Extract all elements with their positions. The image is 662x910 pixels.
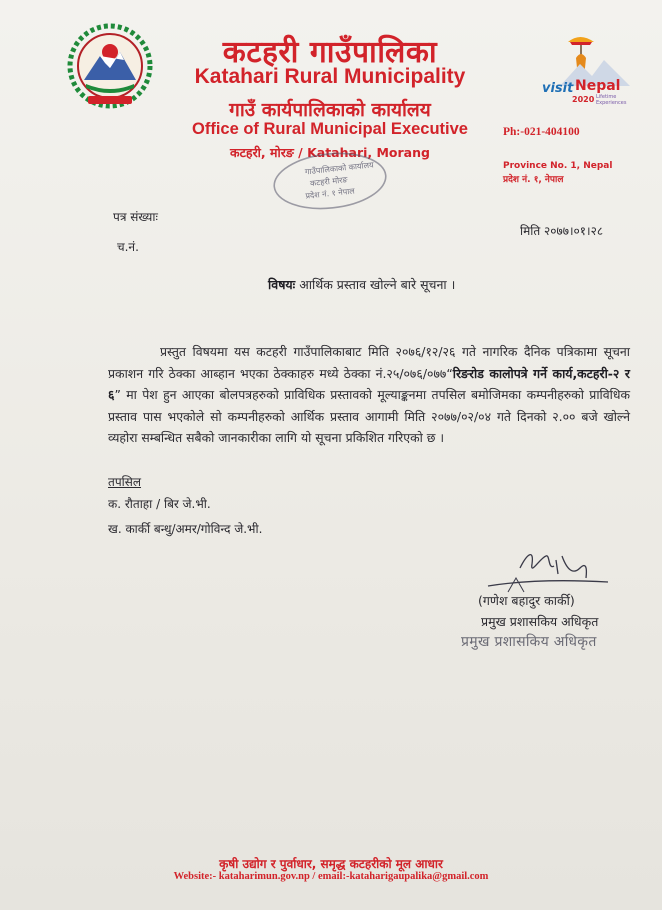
body-project-name: रिङरोड कालोपत्रे गर्ने कार्य,कटहरी-२ र ६ [108,365,630,402]
tapsil-heading: तपसिल [108,475,142,489]
stamp-line-3: प्रदेश नं. १ नेपाल [304,186,356,201]
municipality-address: कटहरी, मोरङ / Katahari, Morang [230,145,430,160]
year-word: 2020 [572,95,595,104]
tagline-lifetime: Lifetime [596,94,617,100]
letter-date: मिति २०७७।०१।२८ [520,224,604,238]
province-np: प्रदेश नं. १, नेपाल [503,175,564,185]
visit-word: visit [542,81,574,96]
tagline-experiences: Experiences [596,100,627,106]
body-part-2: ” मा पेश हुन आएका बोलपत्रहरुको प्राविधिक प्रस्तावको मूल्याङ्कनमा तपसिल बमोजिमका कम्पनीहरुको प्राविधिक प्रस्ताव पास भएकोले सो कम्पनीहरुको आर्थिक प्रस्ताव आगामी मिति २०७७/०२/०४ गते दिनको २.०० बजे खोल्ने व्यहोरा सम्बन्धित सबैको जानकारीका लागि यो सूचना प्रकिशित गरिएको छ । [108,387,630,445]
footer-contact: Website:- katah​arimun.gov.np / email:-katah​arigaupalika@gmail.com [173,871,489,882]
office-name-np: गाउँ कार्यपालिकाको कार्यालय [229,99,431,121]
subject-label: विषयः [268,277,296,292]
list-item: क. रौताहा / बिर जे.भी. [108,497,211,511]
visit-nepal-2020-logo [540,28,640,110]
letter-body [108,341,630,449]
body-part-1: प्रस्तुत विषयमा यस कटहरी गाउँपालिकाबाट मिति २०७६/१२/२६ गते नागरिक दैनिक पत्रिकामा सूचना प्रकाशन गरि ठेक्का आब्हान भएका ठेक्काहरु मध्ये ठेक्का नं.२५/०७६/०७७“ [108,344,630,381]
office-stamp [270,150,390,212]
chalani-number-label: च.नं. [117,240,139,254]
signatory-title: प्रमुख प्रशासकिय अधिकृत [481,614,599,629]
title-stamp: प्रमुख प्रशासकिय अधिकृत [461,634,597,650]
nepal-word: Nepal [575,78,621,94]
signatory-name: (गणेश बहादुर कार्की) [478,593,575,608]
stamp-line-2: कटहरी मोरङ [309,175,348,189]
list-item: ख. कार्की बन्धु/अमर/गोविन्द जे.भी. [108,522,263,536]
municipality-seal-logo [64,22,156,110]
municipality-name-np: कटहरी गाउँपालिका [222,35,438,70]
municipality-name-en: Katahari Rural Municipality [194,65,466,88]
phone-number: Ph:-021-404100 [503,126,580,138]
patra-sankhya-label: पत्र संख्याः [113,210,158,224]
subject-text: आर्थिक प्रस्ताव खोल्ने बारे सूचना । [299,277,456,292]
office-name-en: Office of Rural Municipal Executive [192,120,468,138]
province-en: Province No. 1, Nepal [503,161,613,171]
footer-slogan: कृषी उद्योग र पुर्वाधार, समृद्ध कटहरीको मूल आधार [219,857,443,871]
subject-line [268,276,455,293]
stamp-line-1: गाउँपालिकाको कार्यालय [304,160,375,177]
